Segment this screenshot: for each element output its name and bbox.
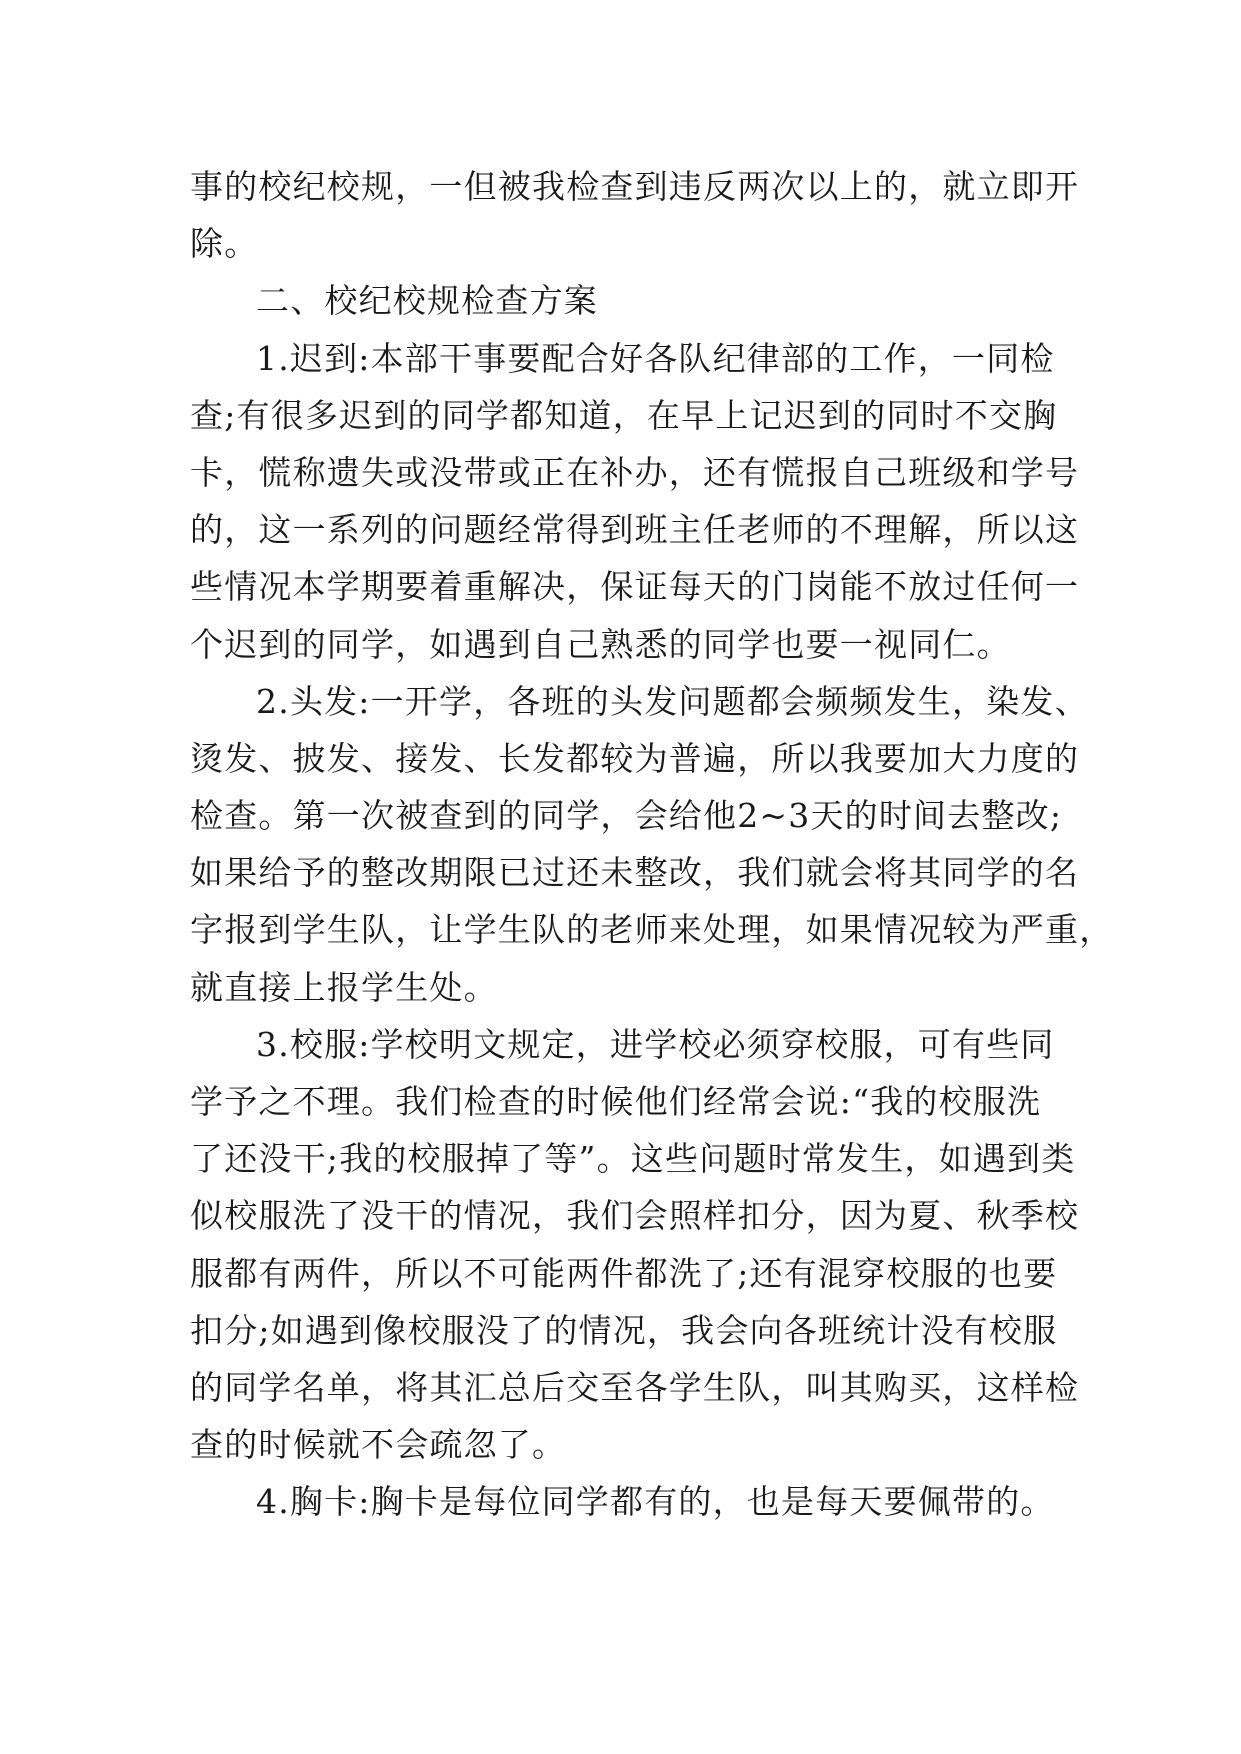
text-line: 个迟到的同学，如遇到自己熟悉的同学也要一视同仁。 xyxy=(190,624,1011,664)
text-line: 字报到学生队，让学生队的老师来处理，如果情况较为严重， xyxy=(190,910,1114,950)
text-line: 1.迟到:本部干事要配合好各队纪律部的工作，一同检 xyxy=(256,338,1055,378)
document-body xyxy=(190,158,1114,1531)
text-line: 3.校服:学校明文规定，进学校必须穿校服，可有些同 xyxy=(256,1024,1055,1064)
text-line: 的同学名单，将其汇总后交至各学生队，叫其购买，这样检 xyxy=(190,1367,1080,1407)
section-heading: 二、校纪校规检查方案 xyxy=(256,281,598,321)
text-line: 事的校纪校规，一但被我检查到违反两次以上的，就立即开 xyxy=(190,167,1080,206)
text-line: 查的时候就不会疏忽了。 xyxy=(190,1425,567,1465)
text-line: 学予之不理。我们检查的时候他们经常会说:“我的校服洗 xyxy=(190,1082,1042,1121)
text-line: 些情况本学期要着重解决，保证每天的门岗能不放过任何一 xyxy=(190,567,1080,607)
text-line: 的，这一系列的问题经常得到班主任老师的不理解，所以这 xyxy=(190,510,1080,550)
text-line: 如果给予的整改期限已过还未整改，我们就会将其同学的名 xyxy=(190,853,1080,893)
text-line: 似校服洗了没干的情况，我们会照样扣分，因为夏、秋季校 xyxy=(190,1196,1080,1236)
text-line: 2.头发:一开学，各班的头发问题都会频频发生，染发、 xyxy=(256,681,1089,721)
text-line: 就直接上报学生处。 xyxy=(190,967,498,1007)
text-line: 除。 xyxy=(190,224,259,264)
text-line: 烫发、披发、接发、长发都较为普遍，所以我要加大力度的 xyxy=(190,738,1080,778)
text-line: 查;有很多迟到的同学都知道，在早上记迟到的同时不交胸 xyxy=(190,395,1058,435)
text-line: 了还没干;我的校服掉了等”。这些问题时常发生，如遇到类 xyxy=(190,1139,1076,1179)
text-line: 卡，慌称遗失或没带或正在补办，还有慌报自己班级和学号 xyxy=(190,452,1080,492)
text-line: 4.胸卡:胸卡是每位同学都有的，也是每天要佩带的。 xyxy=(256,1482,1055,1522)
text-line: 服都有两件，所以不可能两件都洗了;还有混穿校服的也要 xyxy=(190,1253,1058,1293)
text-line: 检查。第一次被查到的同学，会给他2~3天的时间去整改; xyxy=(190,796,1063,836)
text-line: 扣分;如遇到像校服没了的情况，我会向各班统计没有校服 xyxy=(190,1310,1058,1350)
